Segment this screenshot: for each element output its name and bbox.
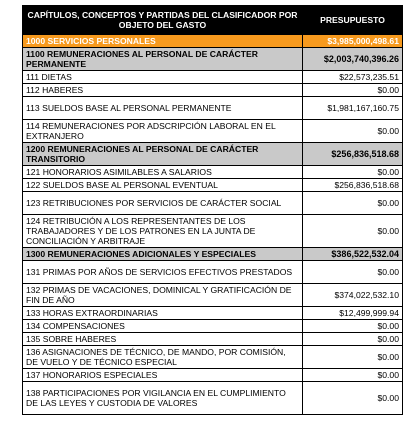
row-label: 111 DIETAS [23,71,303,84]
row-amount: $0.00 [303,320,403,333]
row-amount: $386,522,532.04 [303,248,403,261]
table-row [23,84,403,97]
table-row [23,215,403,248]
row-amount: $2,003,740,396.26 [303,48,403,71]
row-amount: $0.00 [303,192,403,215]
row-label: 1100 REMUNERACIONES AL PERSONAL DE CARÁCTER PERMANENTE [23,48,303,71]
table-header-row [23,6,403,35]
row-label: 132 PRIMAS DE VACACIONES, DOMINICAL Y GRATIFICACIÓN DE FIN DE AÑO [23,284,303,307]
table-body [23,35,403,415]
row-amount: $256,836,518.68 [303,179,403,192]
row-amount: $0.00 [303,84,403,97]
row-label: 124 RETRIBUCIÓN A LOS REPRESENTANTES DE LOS TRABAJADORES Y DE LOS PATRONES EN LA JUNTA DE CONCILIACIÓN Y ARBITRAJE [23,215,303,248]
table-row [23,97,403,120]
row-label: 131 PRIMAS POR AÑOS DE SERVICIOS EFECTIVOS PRESTADOS [23,261,303,284]
row-label: 133 HORAS EXTRAORDINARIAS [23,307,303,320]
budget-table-container [22,5,402,415]
table-row [23,284,403,307]
row-label: 114 REMUNERACIONES POR ADSCRIPCIÓN LABORAL EN EL EXTRANJERO [23,120,303,143]
row-amount: $0.00 [303,369,403,382]
row-amount: $12,499,999.94 [303,307,403,320]
row-label: 122 SUELDOS BASE AL PERSONAL EVENTUAL [23,179,303,192]
row-label: 1300 REMUNERACIONES ADICIONALES Y ESPECIALES [23,248,303,261]
header-concepts: CAPÍTULOS, CONCEPTOS Y PARTIDAS DEL CLASIFICADOR POR OBJETO DEL GASTO [23,6,303,35]
row-label: 138 PARTICIPACIONES POR VIGILANCIA EN EL CUMPLIMIENTO DE LAS LEYES Y CUSTODIA DE VALORES [23,382,303,415]
row-amount: $0.00 [303,215,403,248]
row-label: 1000 SERVICIOS PERSONALES [23,35,303,48]
row-amount: $256,836,518.68 [303,143,403,166]
table-row [23,261,403,284]
chapter-row [23,35,403,48]
budget-table [22,5,403,415]
row-amount: $0.00 [303,382,403,415]
table-row [23,346,403,369]
concept-row [23,143,403,166]
table-row [23,333,403,346]
concept-row [23,248,403,261]
row-label: 121 HONORARIOS ASIMILABLES A SALARIOS [23,166,303,179]
row-amount: $0.00 [303,346,403,369]
table-row [23,179,403,192]
header-budget: PRESUPUESTO [303,6,403,35]
table-row [23,166,403,179]
row-amount: $374,022,532.10 [303,284,403,307]
row-label: 135 SOBRE HABERES [23,333,303,346]
row-amount: $3,985,000,498.61 [303,35,403,48]
row-label: 113 SUELDOS BASE AL PERSONAL PERMANENTE [23,97,303,120]
row-label: 112 HABERES [23,84,303,97]
table-row [23,307,403,320]
table-row [23,120,403,143]
row-amount: $0.00 [303,261,403,284]
table-row [23,320,403,333]
row-amount: $22,573,235.51 [303,71,403,84]
table-row [23,192,403,215]
table-row [23,71,403,84]
row-label: 123 RETRIBUCIONES POR SERVICIOS DE CARÁCTER SOCIAL [23,192,303,215]
row-label: 137 HONORARIOS ESPECIALES [23,369,303,382]
row-amount: $0.00 [303,120,403,143]
concept-row [23,48,403,71]
row-label: 136 ASIGNACIONES DE TÉCNICO, DE MANDO, POR COMISIÓN, DE VUELO Y DE TÉCNICO ESPECIAL [23,346,303,369]
row-amount: $0.00 [303,166,403,179]
table-row [23,369,403,382]
row-amount: $0.00 [303,333,403,346]
row-amount: $1,981,167,160.75 [303,97,403,120]
row-label: 134 COMPENSACIONES [23,320,303,333]
row-label: 1200 REMUNERACIONES AL PERSONAL DE CARÁCTER TRANSITORIO [23,143,303,166]
table-row [23,382,403,415]
